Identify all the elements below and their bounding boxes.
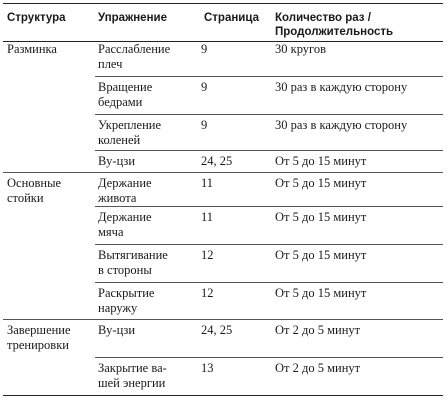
cell-page	[201, 286, 271, 301]
cell-count	[275, 323, 443, 338]
header-structure: Структура	[7, 12, 66, 24]
row-separator	[95, 150, 443, 151]
row-separator	[95, 357, 443, 358]
cell-line: 30 раз в каждую сторону	[275, 118, 408, 132]
cell-line: Укрепление	[98, 118, 162, 132]
cell-count	[275, 154, 443, 169]
cell-line: 24, 25	[201, 154, 233, 168]
cell-line: Ву-цзи	[98, 323, 136, 337]
cell-line: От 5 до 15 минут	[275, 210, 367, 224]
cell-line: плеч	[98, 57, 123, 71]
cell-line: Вытягивание	[98, 248, 168, 262]
cell-exercise	[98, 210, 198, 240]
cell-line: шей энергии	[98, 376, 166, 390]
cell-line: Завершение	[7, 323, 71, 337]
cell-line: живота	[98, 191, 137, 205]
cell-line: 24, 25	[201, 323, 233, 337]
cell-line: От 5 до 15 минут	[275, 176, 367, 190]
cell-line: 11	[201, 210, 214, 224]
cell-exercise	[98, 80, 198, 110]
cell-line: 9	[201, 118, 208, 132]
cell-count	[275, 361, 443, 376]
cell-exercise	[98, 361, 198, 391]
cell-exercise	[98, 176, 198, 206]
cell-line: стойки	[7, 191, 44, 205]
cell-line: 9	[201, 42, 208, 56]
cell-page	[201, 42, 271, 57]
cell-exercise	[98, 42, 198, 72]
cell-count	[275, 210, 443, 225]
row-separator	[95, 206, 443, 207]
cell-page	[201, 176, 271, 191]
cell-line: бедрами	[98, 95, 143, 109]
header-count	[275, 11, 440, 39]
cell-count	[275, 80, 443, 95]
cell-line: 11	[201, 176, 214, 190]
cell-line: От 2 до 5 минут	[275, 323, 361, 337]
cell-line: От 2 до 5 минут	[275, 361, 361, 375]
cell-page	[201, 323, 271, 338]
cell-line: коленей	[98, 133, 141, 147]
cell-exercise	[98, 154, 198, 169]
cell-count	[275, 176, 443, 191]
cell-line: Держание	[98, 176, 152, 190]
cell-structure	[7, 42, 93, 57]
exercise-table	[3, 3, 443, 397]
cell-line: Расслабление	[98, 42, 171, 56]
cell-exercise	[98, 248, 198, 278]
row-separator	[95, 244, 443, 245]
cell-line: наружу	[98, 301, 138, 315]
cell-line: тренировки	[7, 338, 69, 352]
cell-line: Вращение	[98, 80, 153, 94]
cell-page	[201, 118, 271, 133]
cell-page	[201, 80, 271, 95]
cell-structure	[7, 176, 93, 206]
cell-line: Закрытие ва-	[98, 361, 167, 375]
cell-page	[201, 361, 271, 376]
row-separator	[3, 319, 443, 320]
cell-exercise	[98, 286, 198, 316]
cell-page	[201, 210, 271, 225]
cell-exercise	[98, 118, 198, 148]
header-exercise: Упражнение	[98, 12, 167, 24]
cell-line: Держание	[98, 210, 152, 224]
cell-line: Раскрытие	[98, 286, 155, 300]
cell-count	[275, 248, 443, 263]
row-separator	[3, 172, 443, 173]
cell-exercise	[98, 323, 198, 338]
header-count-line1: Количество раз /	[275, 12, 371, 24]
row-separator	[95, 114, 443, 115]
cell-line: в стороны	[98, 263, 152, 277]
header-count-line2: Продолжительность	[275, 26, 394, 38]
cell-count	[275, 42, 443, 57]
header-page: Страница	[204, 12, 259, 24]
cell-count	[275, 118, 443, 133]
cell-line: Ву-цзи	[98, 154, 136, 168]
cell-line: 30 раз в каждую сторону	[275, 80, 408, 94]
table-header	[3, 3, 443, 42]
cell-line: 9	[201, 80, 208, 94]
cell-page	[201, 154, 271, 169]
cell-structure	[7, 323, 93, 353]
cell-line: 30 кругов	[275, 42, 327, 56]
cell-line: От 5 до 15 минут	[275, 286, 367, 300]
table-bottom-rule	[3, 395, 443, 396]
cell-page	[201, 248, 271, 263]
cell-line: От 5 до 15 минут	[275, 248, 367, 262]
cell-line: 13	[201, 361, 214, 375]
cell-line: Разминка	[7, 42, 57, 56]
cell-line: 12	[201, 286, 214, 300]
cell-line: мяча	[98, 225, 124, 239]
cell-line: 12	[201, 248, 214, 262]
cell-line: От 5 до 15 минут	[275, 154, 367, 168]
cell-count	[275, 286, 443, 301]
cell-line: Основные	[7, 176, 62, 190]
row-separator	[95, 76, 443, 77]
row-separator	[95, 282, 443, 283]
